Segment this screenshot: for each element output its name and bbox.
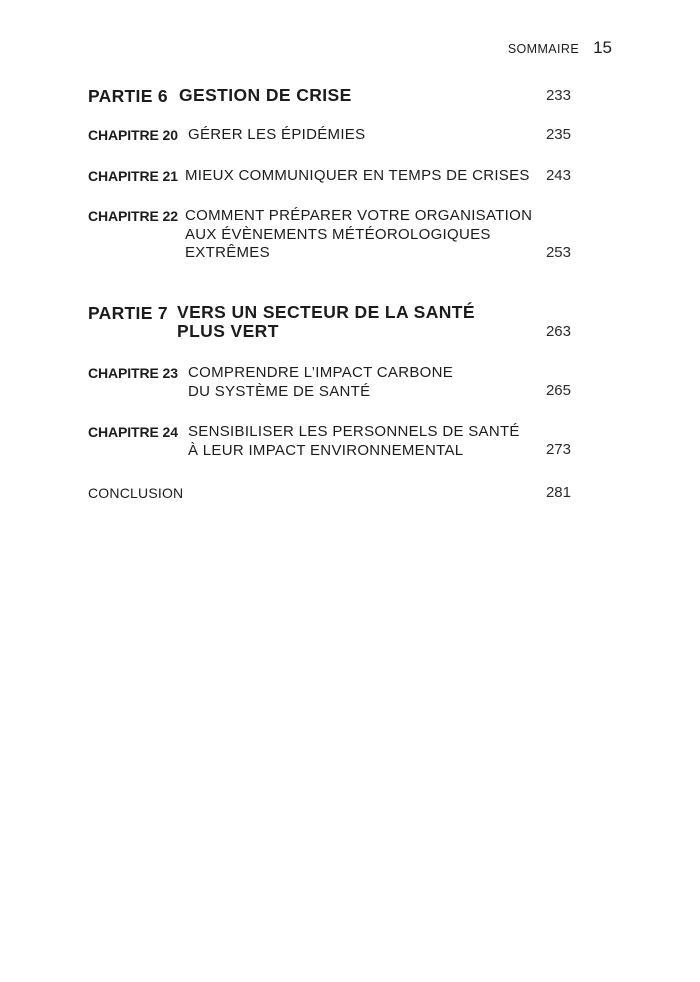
part-label: PARTIE 6 <box>88 86 168 106</box>
part-title-line: GESTION DE CRISE <box>179 85 352 105</box>
running-header <box>508 38 612 58</box>
chapter-title-line: EXTRÊMES <box>185 244 270 261</box>
chapter-title-line: SENSIBILISER LES PERSONNELS DE SANTÉ <box>188 423 520 440</box>
chapter-title-line: MIEUX COMMUNIQUER EN TEMPS DE CRISES <box>185 167 530 184</box>
chapter-title-line: AUX ÉVÈNEMENTS MÉTÉOROLOGIQUES <box>185 225 491 243</box>
running-title: SOMMAIRE <box>507 42 580 56</box>
page-number: 15 <box>593 38 612 57</box>
page-ref: 243 <box>545 167 571 184</box>
page-ref: 235 <box>545 126 571 143</box>
chapter-title-line: À LEUR IMPACT ENVIRONNEMENTAL <box>188 441 464 459</box>
part-title-line: PLUS VERT <box>177 321 279 341</box>
page-ref: 281 <box>545 484 571 501</box>
chapter-title <box>188 126 365 145</box>
part-title <box>177 303 475 341</box>
part-title-line: VERS UN SECTEUR DE LA SANTÉ <box>177 302 475 322</box>
part-title <box>179 86 352 105</box>
chapter-label: CHAPITRE 24 <box>88 424 178 440</box>
chapter-title-line: DU SYSTÈME DE SANTÉ <box>188 382 371 400</box>
conclusion-title: CONCLUSION <box>88 485 184 501</box>
page-ref: 263 <box>545 323 571 340</box>
page-ref: 273 <box>545 441 571 458</box>
chapter-title <box>185 167 530 186</box>
page-ref: 233 <box>545 87 571 104</box>
chapter-title-line: COMPRENDRE L’IMPACT CARBONE <box>188 364 454 381</box>
chapter-title-line: COMMENT PRÉPARER VOTRE ORGANISATION <box>185 207 533 224</box>
page-ref: 253 <box>545 244 571 261</box>
chapter-label: CHAPITRE 22 <box>88 208 178 224</box>
chapter-label: CHAPITRE 23 <box>88 365 178 381</box>
part-label: PARTIE 7 <box>88 303 168 323</box>
chapter-title <box>188 423 520 460</box>
chapter-title <box>185 207 532 263</box>
chapter-title <box>188 364 453 401</box>
page-ref: 265 <box>545 382 571 399</box>
chapter-title-line: GÉRER LES ÉPIDÉMIES <box>188 126 366 143</box>
chapter-label: CHAPITRE 21 <box>88 168 178 184</box>
chapter-label: CHAPITRE 20 <box>88 127 178 143</box>
